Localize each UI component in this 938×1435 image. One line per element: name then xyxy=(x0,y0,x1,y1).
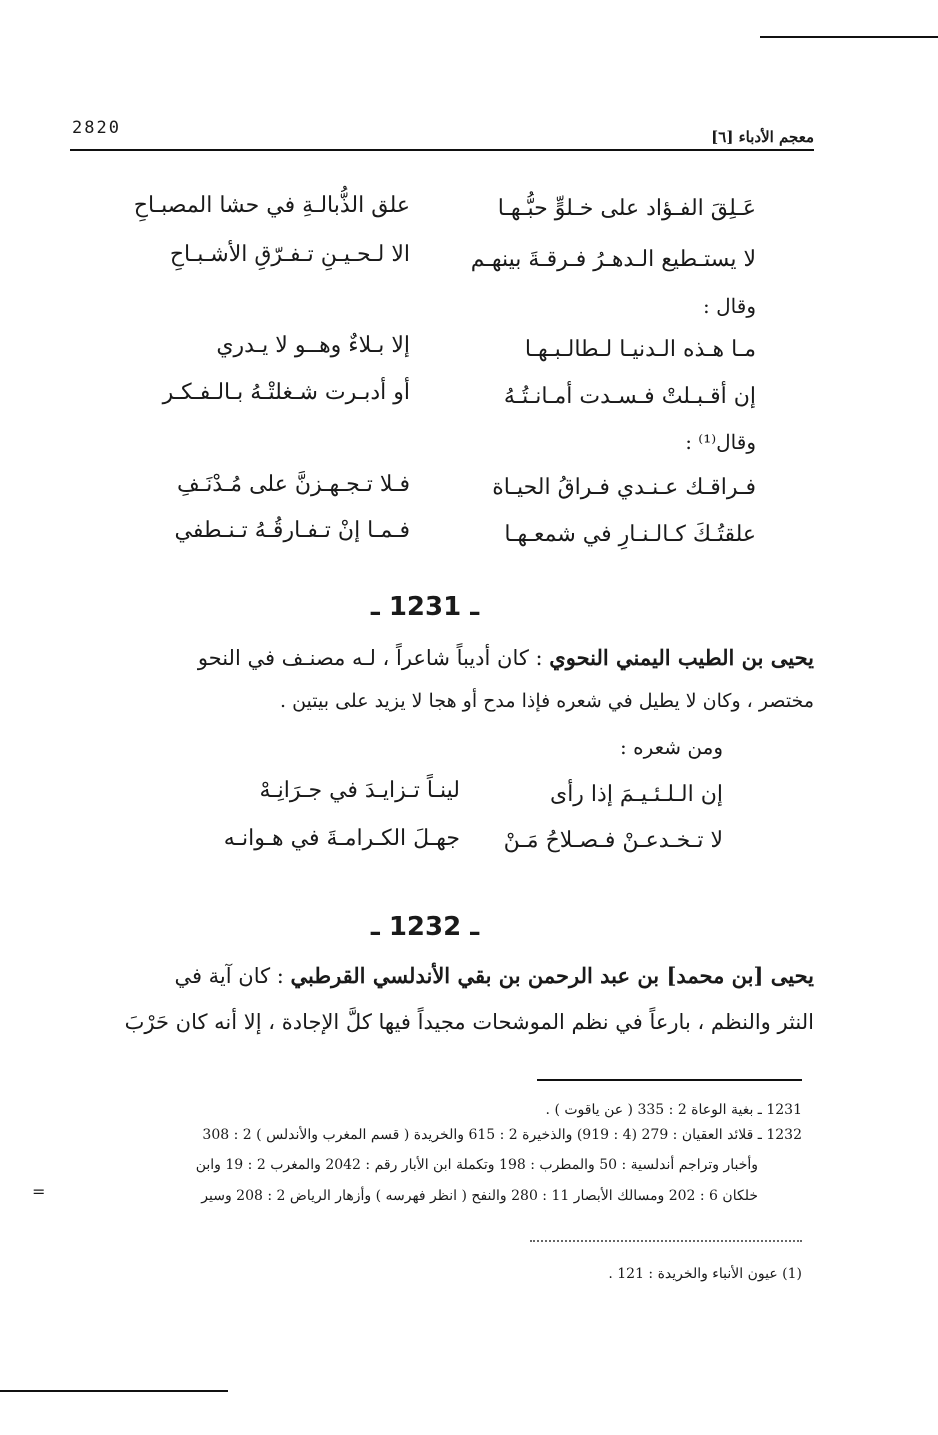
entry-text: : كان أديباً شاعراً ، لـه مصنـف في النحو xyxy=(197,646,550,670)
verse-hemistich: إن أقـبـلتْ فـسـدت أمـانـتُـهُ xyxy=(503,384,756,409)
footnote: 1232 ـ قلائد العقيان : 279 (4 : 919) والذخيرة 2 : 615 والخريدة ( قسم المغرب والأندلس ) 2 : 308 xyxy=(202,1127,802,1143)
verse-hemistich: لا تـخـدعـنْ فـصـلاحُ مَـنْ xyxy=(503,828,723,853)
running-title: معجم الأدباء [٦] xyxy=(711,128,814,146)
page-number: 2820 xyxy=(72,118,121,138)
entry-number: ـ 1231 ـ xyxy=(370,592,480,622)
footnote: وأخبار وتراجم أندلسية : 50 والمطرب : 198 وتكملة ابن الأبار رقم : 2042 والمغرب 2 : 19 وابن xyxy=(195,1157,758,1173)
continuation-mark: = xyxy=(32,1182,46,1201)
said-label: وقال⁽¹⁾ : xyxy=(685,430,756,454)
verse-hemistich: عَـلِقَ الفـؤاد على خـلوٍّ حبُّـهـا xyxy=(497,196,756,221)
verse-hemistich: لينـاً تـزايـدَ في جـرَانِـهْ xyxy=(259,778,460,803)
verse-hemistich: لا يستـطيع الـدهـرُ فـرقـةَ بينهـم xyxy=(470,247,756,272)
verse-hemistich: مـا هـذه الـدنيـا لـطالـبـهـا xyxy=(524,337,756,362)
verse-hemistich: علق الذُّبالـةِ في حشا المصبـاحِ xyxy=(133,193,410,218)
verse-hemistich: فـلا تـجـهـزنَّ على مُـدْنَـفِ xyxy=(176,472,410,497)
footnote-divider xyxy=(530,1240,802,1242)
footnote-rule xyxy=(537,1079,802,1081)
top-rule xyxy=(760,36,938,38)
entry-text: : كان آية في xyxy=(174,964,291,988)
verse-hemistich: جهـلَ الكـرامـةَ في هـوانـه xyxy=(223,826,460,851)
poem-intro: ومن شعره : xyxy=(620,735,723,759)
verse-hemistich: أو أدبـرت شـغلتْـهُ بـالـفـكـر xyxy=(162,380,410,405)
entry-paragraph xyxy=(52,645,814,670)
footnote: خلكان 6 : 202 ومسالك الأبصار 11 : 280 والنفح ( انظر فهرسه ) وأزهار الرياض 2 : 208 وسير xyxy=(201,1188,758,1204)
footnote: 1231 ـ بغية الوعاة 2 : 335 ( عن ياقوت ) . xyxy=(545,1102,802,1118)
entry-name: يحيى بن الطيب اليمني النحوي xyxy=(549,645,814,670)
verse-hemistich: إن الـلـئـيـمَ إذا رأى xyxy=(549,782,723,807)
header-rule xyxy=(70,149,814,151)
bottom-rule xyxy=(0,1390,228,1392)
entry-text: مختصر ، وكان لا يطيل في شعره فإذا مدح أو هجا لا يزيد على بيتين . xyxy=(280,690,814,712)
verse-hemistich: الا لـحـيـنِ تـفـرّقِ الأشـبـاحِ xyxy=(169,242,410,267)
said-label: وقال : xyxy=(703,294,756,318)
entry-text: النثر والنظم ، بارعاً في نظم الموشحات مجيداً فيها كلَّ الإجادة ، إلا أنه كان حَرْبَ xyxy=(124,1010,814,1034)
entry-name: يحيى [بن محمد] بن عبد الرحمن بن بقي الأندلسي القرطبي xyxy=(290,963,814,988)
entry-number: ـ 1232 ـ xyxy=(370,912,480,942)
verse-hemistich: فـمـا إنْ تـفـارقُـهُ تـنـطفي xyxy=(174,518,410,543)
verse-hemistich: إلا بـلاءٌ وهــو لا يـدري xyxy=(216,333,410,358)
entry-paragraph xyxy=(52,963,814,988)
footnote: (1) عيون الأنباء والخريدة : 121 . xyxy=(608,1266,802,1282)
verse-hemistich: فـراقـك عـنـدي فـراقُ الحيـاة xyxy=(492,475,756,500)
verse-hemistich: علقتُـكَ كـالـنـارِ في شمعـهـا xyxy=(504,522,756,547)
